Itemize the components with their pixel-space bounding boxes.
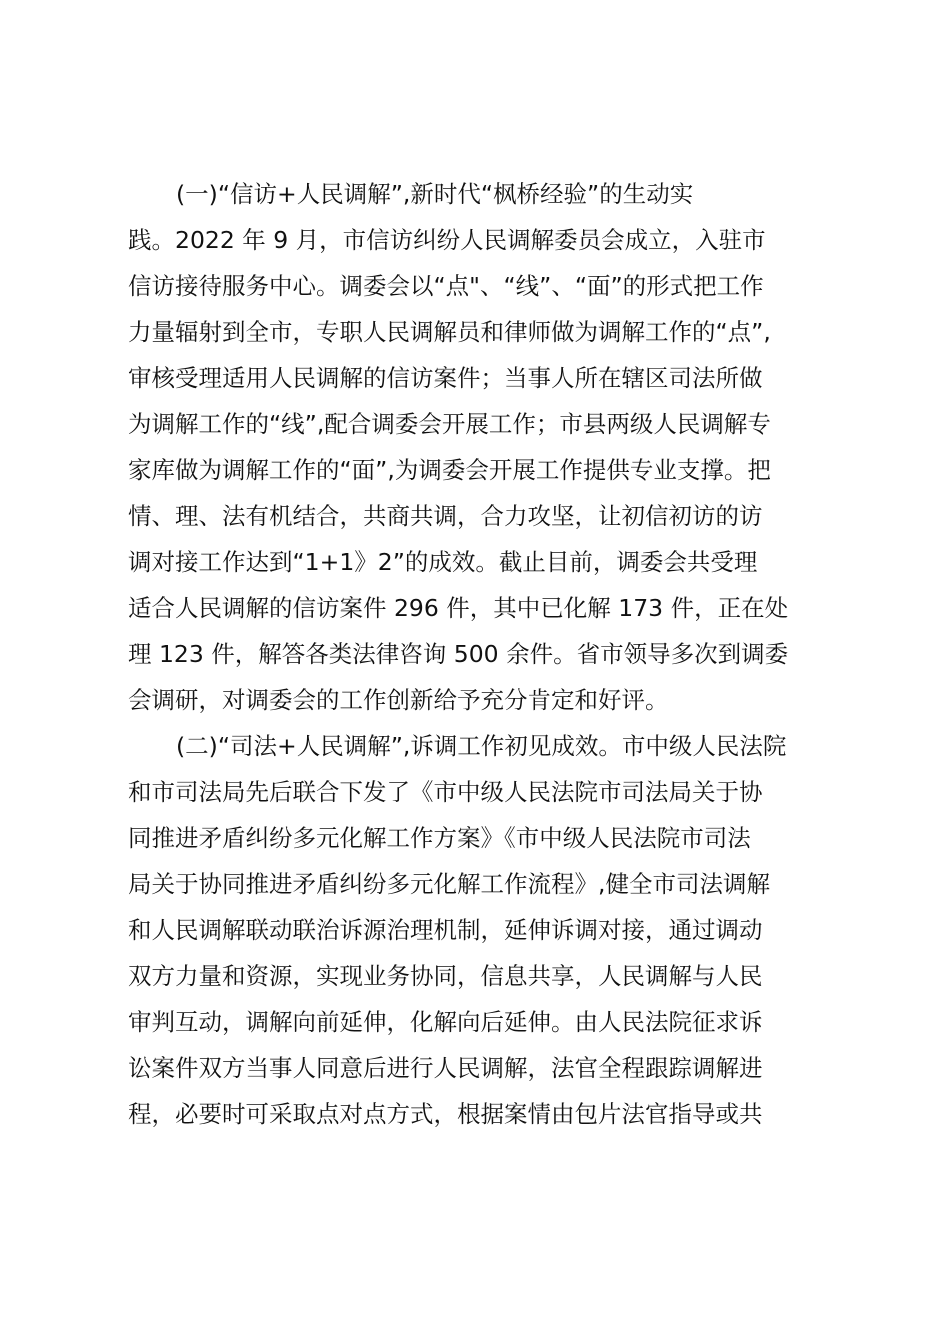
paragraph-2-line-2: 和市司法局先后联合下发了《市中级人民法院市司法局关于协 xyxy=(128,778,763,806)
paragraph-2-line-4: 局关于协同推进矛盾纠纷多元化解工作流程》,健全市司法调解 xyxy=(128,870,770,898)
paragraph-1-line-3: 信访接待服务中心。调委会以“点"、“线”、“面”的形式把工作 xyxy=(128,272,764,300)
paragraph-2-line-7: 审判互动，调解向前延伸，化解向后延伸。由人民法院征求诉 xyxy=(128,1008,763,1036)
paragraph-1-line-12: 会调研，对调委会的工作创新给予充分肯定和好评。 xyxy=(128,686,669,714)
paragraph-2-line-3: 同推进矛盾纠纷多元化解工作方案》《市中级人民法院市司法 xyxy=(128,824,751,852)
paragraph-1-line-1: (一)“信访+人民调解”,新时代“枫桥经验”的生动实 xyxy=(176,180,694,208)
paragraph-2-line-6: 双方力量和资源，实现业务协同，信息共享，人民调解与人民 xyxy=(128,962,763,990)
paragraph-1-line-11: 理 123 件，解答各类法律咨询 500 余件。省市领导多次到调委 xyxy=(128,640,789,668)
body-text xyxy=(128,171,848,1137)
paragraph-1-line-7: 家库做为调解工作的“面”,为调委会开展工作提供专业支撑。把 xyxy=(128,456,771,484)
paragraph-1-line-10: 适合人民调解的信访案件 296 件，其中已化解 173 件，正在处 xyxy=(128,594,789,622)
paragraph-1-line-4: 力量辐射到全市，专职人民调解员和律师做为调解工作的“点”, xyxy=(128,318,771,346)
paragraph-1-line-5: 审核受理适用人民调解的信访案件；当事人所在辖区司法所做 xyxy=(128,364,763,392)
paragraph-1-line-2: 践。2022 年 9 月，市信访纠纷人民调解委员会成立，入驻市 xyxy=(128,226,766,254)
paragraph-2-line-5: 和人民调解联动联治诉源治理机制，延伸诉调对接，通过调动 xyxy=(128,916,763,944)
paragraph-1-line-8: 情、理、法有机结合，共商共调，合力攻坚，让初信初访的访 xyxy=(128,502,763,530)
paragraph-2-line-8: 讼案件双方当事人同意后进行人民调解，法官全程跟踪调解进 xyxy=(128,1054,763,1082)
paragraph-1-line-6: 为调解工作的“线”,配合调委会开展工作；市县两级人民调解专 xyxy=(128,410,771,438)
paragraph-1-line-9: 调对接工作达到“1+1》2”的成效。截止目前，调委会共受理 xyxy=(128,548,758,576)
paragraph-2-line-9: 程，必要时可采取点对点方式，根据案情由包片法官指导或共 xyxy=(128,1100,763,1128)
paragraph-2-line-1: (二)“司法+人民调解”,诉调工作初见成效。市中级人民法院 xyxy=(176,732,787,760)
